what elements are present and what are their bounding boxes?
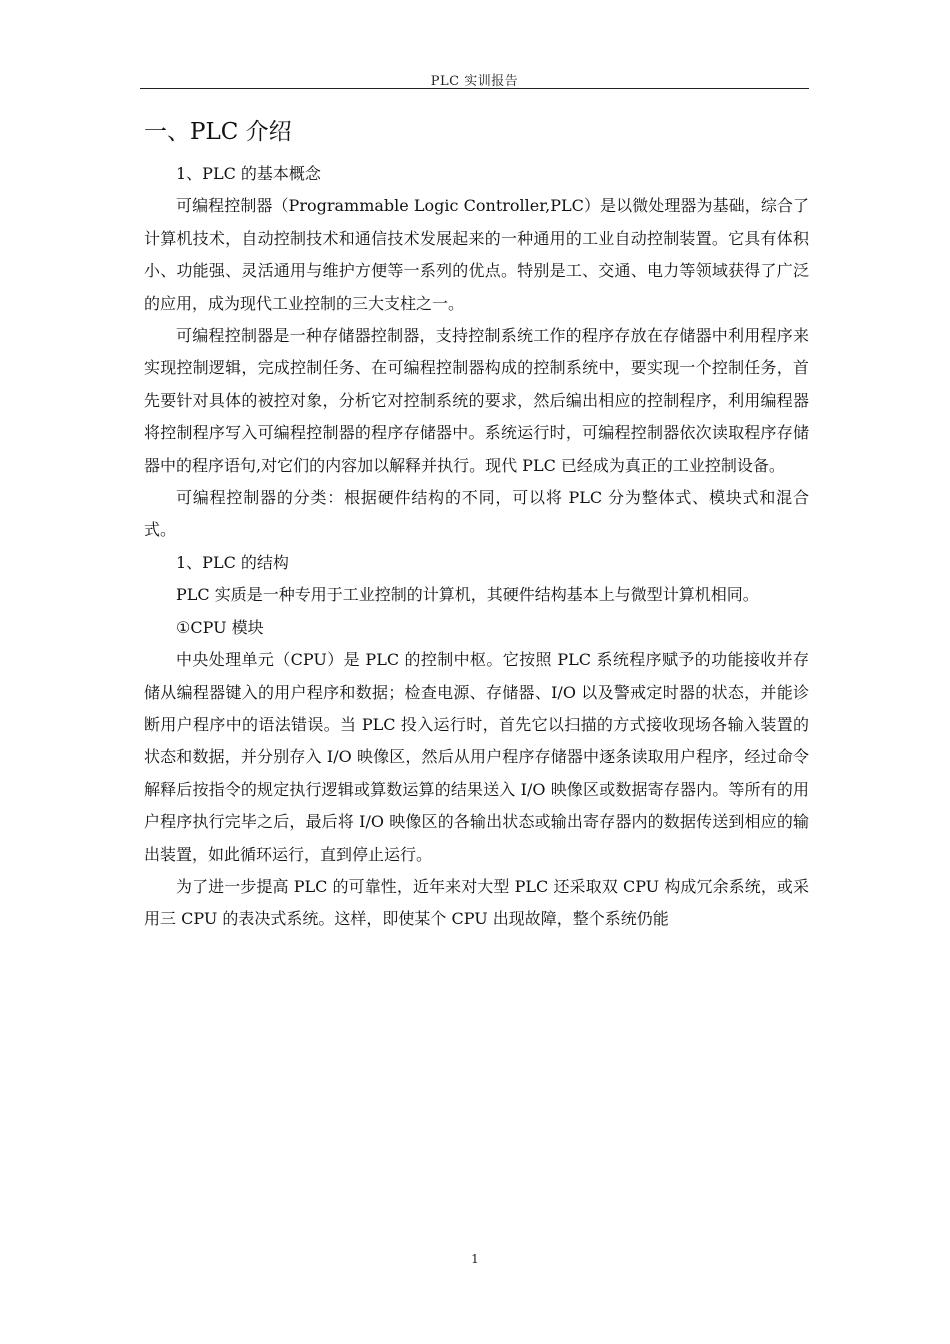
page-number: 1	[471, 1252, 479, 1266]
subheading-structure: 1、PLC 的结构	[176, 552, 289, 572]
paragraph-structure: PLC 实质是一种专用于工业控制的计算机，其硬件结构基本上与微型计算机相同。	[176, 585, 759, 605]
page-header: PLC 实训报告	[430, 74, 519, 89]
paragraph-definition: 可编程控制器（Programmable Logic Controller,PLC）是以微处理器为基础，综合了计算机技术，自动控制技术和通信技术发展起来的一种通用的工业自动控制装置。它具有体积小、功能强、灵活通用与维护方便等一系列的优点。特别是工、交通、电力等领域获得了广泛的应用，成为现代工业控制的三大支柱之一。	[144, 196, 809, 313]
header-divider	[140, 88, 809, 89]
paragraph-classification: 可编程控制器的分类：根据硬件结构的不同，可以将 PLC 分为整体式、模块式和混合式。	[144, 488, 809, 540]
document-body	[144, 116, 809, 936]
subheading-basic-concept: 1、PLC 的基本概念	[176, 164, 321, 183]
subheading-cpu-module: ①CPU 模块	[176, 617, 264, 637]
paragraph-redundancy: 为了进一步提高 PLC 的可靠性，近年来对大型 PLC 还采取双 CPU 构成冗余系统，或采用三 CPU 的表决式系统。这样，即使某个 CPU 出现故障，整个系统仍能	[144, 876, 809, 929]
paragraph-cpu: 中央处理单元（CPU）是 PLC 的控制中枢。它按照 PLC 系统程序赋予的功能接收并存储从编程器键入的用户程序和数据；检查电源、存储器、I/O 以及警戒定时器的状态，并能诊断用户程序中的语法错误。当 PLC 投入运行时，首先它以扫描的方式接收现场各输入装置的状态和数据，并分别存入 I/O 映像区，然后从用户程序存储器中逐条读取用户程序，经过命令解释后按指令的规定执行逻辑或算数运算的结果送入 I/O 映像区或数据寄存器内。等所有的用户程序执行完毕之后，最后将 I/O 映像区的各输出状态或输出寄存器内的数据传送到相应的输出装置，如此循环运行，直到停止运行。	[144, 650, 809, 864]
paragraph-storage-controller: 可编程控制器是一种存储器控制器，支持控制系统工作的程序存放在存储器中利用程序来实现控制逻辑，完成控制任务、在可编程控制器构成的控制系统中，要实现一个控制任务，首先要针对具体的被控对象，分析它对控制系统的要求，然后编出相应的控制程序，利用编程器将控制程序写入可编程控制器的程序存储器中。系统运行时，可编程控制器依次读取程序存储器中的程序语句,对它们的内容加以解释并执行。现代 PLC 已经成为真正的工业控制设备。	[144, 326, 809, 475]
section-heading: 一、PLC 介绍	[144, 119, 292, 145]
